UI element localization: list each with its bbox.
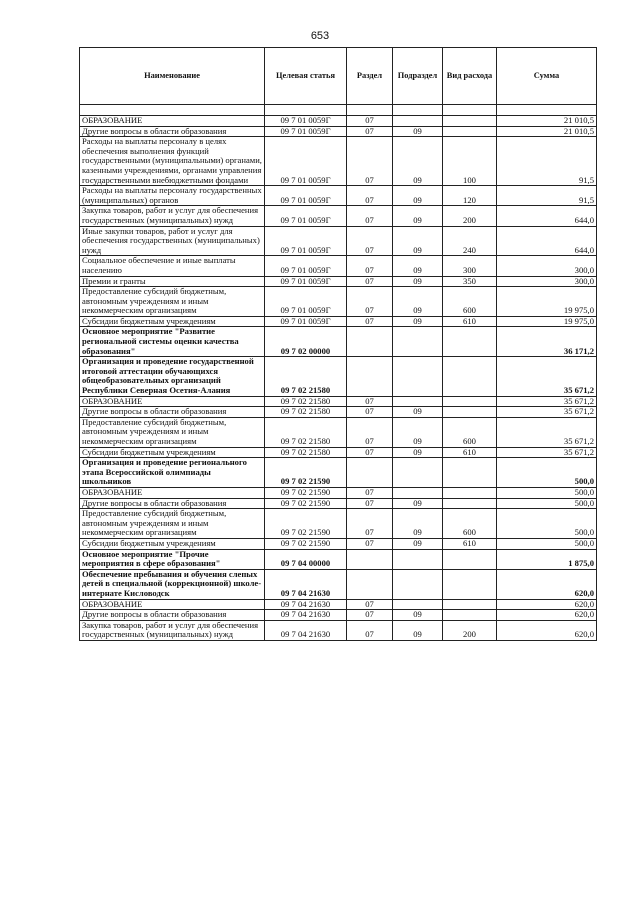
cell-code: 09 7 01 0059Г xyxy=(265,226,347,256)
cell-sum: 500,0 xyxy=(497,498,597,509)
cell-code: 09 7 02 00000 xyxy=(265,327,347,357)
cell-name: ОБРАЗОВАНИЕ xyxy=(80,116,265,127)
table-row xyxy=(80,407,597,418)
cell-name: Организация и проведение регионального этапа Всероссийской олимпиады школьников xyxy=(80,458,265,488)
cell-sum: 36 171,2 xyxy=(497,327,597,357)
cell-section xyxy=(347,357,393,396)
cell-code: 09 7 01 0059Г xyxy=(265,126,347,137)
cell-sum: 35 671,2 xyxy=(497,407,597,418)
cell-section: 07 xyxy=(347,287,393,317)
cell-section: 07 xyxy=(347,226,393,256)
cell-subsection: 09 xyxy=(393,610,443,621)
table-row xyxy=(80,316,597,327)
cell-expense: 120 xyxy=(443,186,497,206)
cell-code: 09 7 04 21630 xyxy=(265,620,347,640)
cell-sum: 19 975,0 xyxy=(497,287,597,317)
cell-section: 07 xyxy=(347,186,393,206)
cell-expense: 200 xyxy=(443,206,497,226)
cell-subsection xyxy=(393,549,443,569)
cell-expense xyxy=(443,549,497,569)
cell-expense: 300 xyxy=(443,256,497,276)
cell-subsection: 09 xyxy=(393,276,443,287)
cell-name: Обеспечение пребывания и обучения слепых детей в специальной (коррекционной) школе-интернате Кисловодск xyxy=(80,569,265,599)
cell-expense xyxy=(443,116,497,127)
table-row xyxy=(80,498,597,509)
cell-subsection xyxy=(393,599,443,610)
cell-section: 07 xyxy=(347,417,393,447)
cell-section: 07 xyxy=(347,276,393,287)
cell-expense: 600 xyxy=(443,509,497,539)
cell-section xyxy=(347,569,393,599)
cell-name: Предоставление субсидий бюджетным, автономным учреждениям и иным некоммерческим организациям xyxy=(80,287,265,317)
cell-code: 09 7 02 21590 xyxy=(265,509,347,539)
cell-section xyxy=(347,549,393,569)
cell-name: Социальное обеспечение и иные выплаты населению xyxy=(80,256,265,276)
cell-code: 09 7 01 0059Г xyxy=(265,137,347,186)
cell-section: 07 xyxy=(347,396,393,407)
cell-sum: 1 875,0 xyxy=(497,549,597,569)
table-body xyxy=(80,105,597,641)
cell-name: Субсидии бюджетным учреждениям xyxy=(80,538,265,549)
cell-section: 07 xyxy=(347,610,393,621)
cell-subsection xyxy=(393,458,443,488)
cell-section: 07 xyxy=(347,498,393,509)
cell-subsection xyxy=(393,357,443,396)
cell-code: 09 7 01 0059Г xyxy=(265,186,347,206)
cell-name: Основное мероприятие "Прочие мероприятия в сфере образования" xyxy=(80,549,265,569)
table-row xyxy=(80,447,597,458)
cell-name: Предоставление субсидий бюджетным, автономным учреждениям и иным некоммерческим организациям xyxy=(80,509,265,539)
cell-expense: 610 xyxy=(443,447,497,458)
cell-subsection: 09 xyxy=(393,316,443,327)
table-row xyxy=(80,186,597,206)
cell-subsection xyxy=(393,487,443,498)
cell-name: Субсидии бюджетным учреждениям xyxy=(80,316,265,327)
cell-section xyxy=(347,458,393,488)
table-row xyxy=(80,137,597,186)
cell-name: Премии и гранты xyxy=(80,276,265,287)
cell-sum: 644,0 xyxy=(497,206,597,226)
cell-section: 07 xyxy=(347,206,393,226)
cell-sum: 300,0 xyxy=(497,256,597,276)
cell-sum: 35 671,2 xyxy=(497,447,597,458)
cell-code: 09 7 02 21580 xyxy=(265,447,347,458)
table-row xyxy=(80,357,597,396)
cell-subsection: 09 xyxy=(393,287,443,317)
cell-subsection: 09 xyxy=(393,407,443,418)
table-row xyxy=(80,206,597,226)
cell-code: 09 7 01 0059Г xyxy=(265,256,347,276)
cell-subsection: 09 xyxy=(393,256,443,276)
cell-name: Другие вопросы в области образования xyxy=(80,610,265,621)
header-expense: Вид расхода xyxy=(443,48,497,105)
cell-name: ОБРАЗОВАНИЕ xyxy=(80,396,265,407)
cell-subsection: 09 xyxy=(393,538,443,549)
cell-code: 09 7 01 0059Г xyxy=(265,276,347,287)
header-section: Раздел xyxy=(347,48,393,105)
cell-section: 07 xyxy=(347,487,393,498)
cell-section: 07 xyxy=(347,447,393,458)
cell-sum: 35 671,2 xyxy=(497,357,597,396)
cell-sum: 35 671,2 xyxy=(497,417,597,447)
table-row xyxy=(80,417,597,447)
cell-subsection: 09 xyxy=(393,206,443,226)
cell-sum: 500,0 xyxy=(497,458,597,488)
table-row xyxy=(80,327,597,357)
table-row xyxy=(80,509,597,539)
cell-code: 09 7 02 21590 xyxy=(265,498,347,509)
cell-section: 07 xyxy=(347,620,393,640)
spacer-row xyxy=(80,105,597,116)
cell-name: ОБРАЗОВАНИЕ xyxy=(80,599,265,610)
header-code: Целевая статья xyxy=(265,48,347,105)
cell-subsection: 09 xyxy=(393,226,443,256)
cell-sum: 644,0 xyxy=(497,226,597,256)
cell-code: 09 7 04 21630 xyxy=(265,610,347,621)
budget-table xyxy=(79,47,597,641)
cell-code: 09 7 02 21590 xyxy=(265,487,347,498)
cell-sum: 21 010,5 xyxy=(497,126,597,137)
cell-name: Другие вопросы в области образования xyxy=(80,498,265,509)
cell-sum: 620,0 xyxy=(497,569,597,599)
table-row xyxy=(80,610,597,621)
cell-expense xyxy=(443,407,497,418)
cell-name: Иные закупки товаров, работ и услуг для обеспечения государственных (муниципальных) нужд xyxy=(80,226,265,256)
cell-expense xyxy=(443,458,497,488)
cell-name: Субсидии бюджетным учреждениям xyxy=(80,447,265,458)
cell-code: 09 7 04 21630 xyxy=(265,599,347,610)
table-row xyxy=(80,116,597,127)
cell-section: 07 xyxy=(347,538,393,549)
cell-subsection xyxy=(393,569,443,599)
cell-name: Другие вопросы в области образования xyxy=(80,126,265,137)
cell-code: 09 7 02 21590 xyxy=(265,458,347,488)
cell-name: Расходы на выплаты персоналу в целях обеспечения выполнения функций государственными (муниципальными) органами, казенными учреждениями, органами управления государственными внебюджетными фондами xyxy=(80,137,265,186)
cell-subsection: 09 xyxy=(393,186,443,206)
cell-expense xyxy=(443,569,497,599)
cell-subsection: 09 xyxy=(393,509,443,539)
cell-section: 07 xyxy=(347,256,393,276)
cell-subsection: 09 xyxy=(393,126,443,137)
cell-section: 07 xyxy=(347,137,393,186)
cell-name: Предоставление субсидий бюджетным, автономным учреждениям и иным некоммерческим организациям xyxy=(80,417,265,447)
cell-subsection xyxy=(393,116,443,127)
table-row xyxy=(80,287,597,317)
cell-code: 09 7 02 21590 xyxy=(265,538,347,549)
cell-expense: 350 xyxy=(443,276,497,287)
cell-name: Организация и проведение государственной итоговой аттестации обучающихся общеобразовательных организаций Республики Северная Осетия-Алания xyxy=(80,357,265,396)
cell-subsection xyxy=(393,396,443,407)
cell-code: 09 7 01 0059Г xyxy=(265,287,347,317)
cell-code: 09 7 02 21580 xyxy=(265,396,347,407)
cell-expense xyxy=(443,396,497,407)
cell-expense: 200 xyxy=(443,620,497,640)
cell-expense xyxy=(443,126,497,137)
cell-sum: 500,0 xyxy=(497,487,597,498)
table-row xyxy=(80,226,597,256)
header-name: Наименование xyxy=(80,48,265,105)
cell-name: Основное мероприятие "Развитие региональной системы оценки качества образования" xyxy=(80,327,265,357)
cell-expense: 600 xyxy=(443,287,497,317)
cell-code: 09 7 04 00000 xyxy=(265,549,347,569)
cell-code: 09 7 02 21580 xyxy=(265,357,347,396)
cell-expense xyxy=(443,599,497,610)
cell-code: 09 7 01 0059Г xyxy=(265,316,347,327)
cell-expense: 610 xyxy=(443,316,497,327)
cell-section: 07 xyxy=(347,407,393,418)
cell-expense xyxy=(443,327,497,357)
cell-name: Закупка товаров, работ и услуг для обеспечения государственных (муниципальных) нужд xyxy=(80,620,265,640)
table-row xyxy=(80,549,597,569)
cell-code: 09 7 04 21630 xyxy=(265,569,347,599)
cell-subsection: 09 xyxy=(393,417,443,447)
cell-sum: 500,0 xyxy=(497,538,597,549)
cell-expense: 600 xyxy=(443,417,497,447)
cell-code: 09 7 02 21580 xyxy=(265,407,347,418)
page-number: 653 xyxy=(310,30,330,42)
header-subsection: Подраздел xyxy=(393,48,443,105)
cell-sum: 91,5 xyxy=(497,186,597,206)
table-row xyxy=(80,538,597,549)
cell-subsection: 09 xyxy=(393,137,443,186)
cell-sum: 91,5 xyxy=(497,137,597,186)
cell-code: 09 7 02 21580 xyxy=(265,417,347,447)
cell-sum: 19 975,0 xyxy=(497,316,597,327)
cell-name: ОБРАЗОВАНИЕ xyxy=(80,487,265,498)
table-row xyxy=(80,599,597,610)
table-row xyxy=(80,126,597,137)
cell-sum: 500,0 xyxy=(497,509,597,539)
cell-section: 07 xyxy=(347,599,393,610)
cell-name: Расходы на выплаты персоналу государственных (муниципальных) органов xyxy=(80,186,265,206)
cell-expense xyxy=(443,487,497,498)
cell-sum: 21 010,5 xyxy=(497,116,597,127)
cell-sum: 35 671,2 xyxy=(497,396,597,407)
table-header-row xyxy=(80,48,597,105)
cell-subsection: 09 xyxy=(393,620,443,640)
table-row xyxy=(80,276,597,287)
cell-expense: 610 xyxy=(443,538,497,549)
cell-expense xyxy=(443,610,497,621)
cell-code: 09 7 01 0059Г xyxy=(265,116,347,127)
cell-code: 09 7 01 0059Г xyxy=(265,206,347,226)
cell-section: 07 xyxy=(347,126,393,137)
cell-section: 07 xyxy=(347,316,393,327)
cell-section xyxy=(347,327,393,357)
cell-subsection: 09 xyxy=(393,498,443,509)
cell-expense xyxy=(443,357,497,396)
cell-sum: 620,0 xyxy=(497,620,597,640)
table-row xyxy=(80,396,597,407)
cell-name: Закупка товаров, работ и услуг для обеспечения государственных (муниципальных) нужд xyxy=(80,206,265,226)
cell-section: 07 xyxy=(347,116,393,127)
cell-expense xyxy=(443,498,497,509)
table-row xyxy=(80,569,597,599)
cell-subsection xyxy=(393,327,443,357)
cell-sum: 620,0 xyxy=(497,610,597,621)
cell-subsection: 09 xyxy=(393,447,443,458)
table-row xyxy=(80,256,597,276)
table-row xyxy=(80,458,597,488)
header-sum: Сумма xyxy=(497,48,597,105)
table-row xyxy=(80,620,597,640)
cell-sum: 300,0 xyxy=(497,276,597,287)
cell-sum: 620,0 xyxy=(497,599,597,610)
table-row xyxy=(80,487,597,498)
cell-name: Другие вопросы в области образования xyxy=(80,407,265,418)
cell-section: 07 xyxy=(347,509,393,539)
cell-expense: 240 xyxy=(443,226,497,256)
cell-expense: 100 xyxy=(443,137,497,186)
